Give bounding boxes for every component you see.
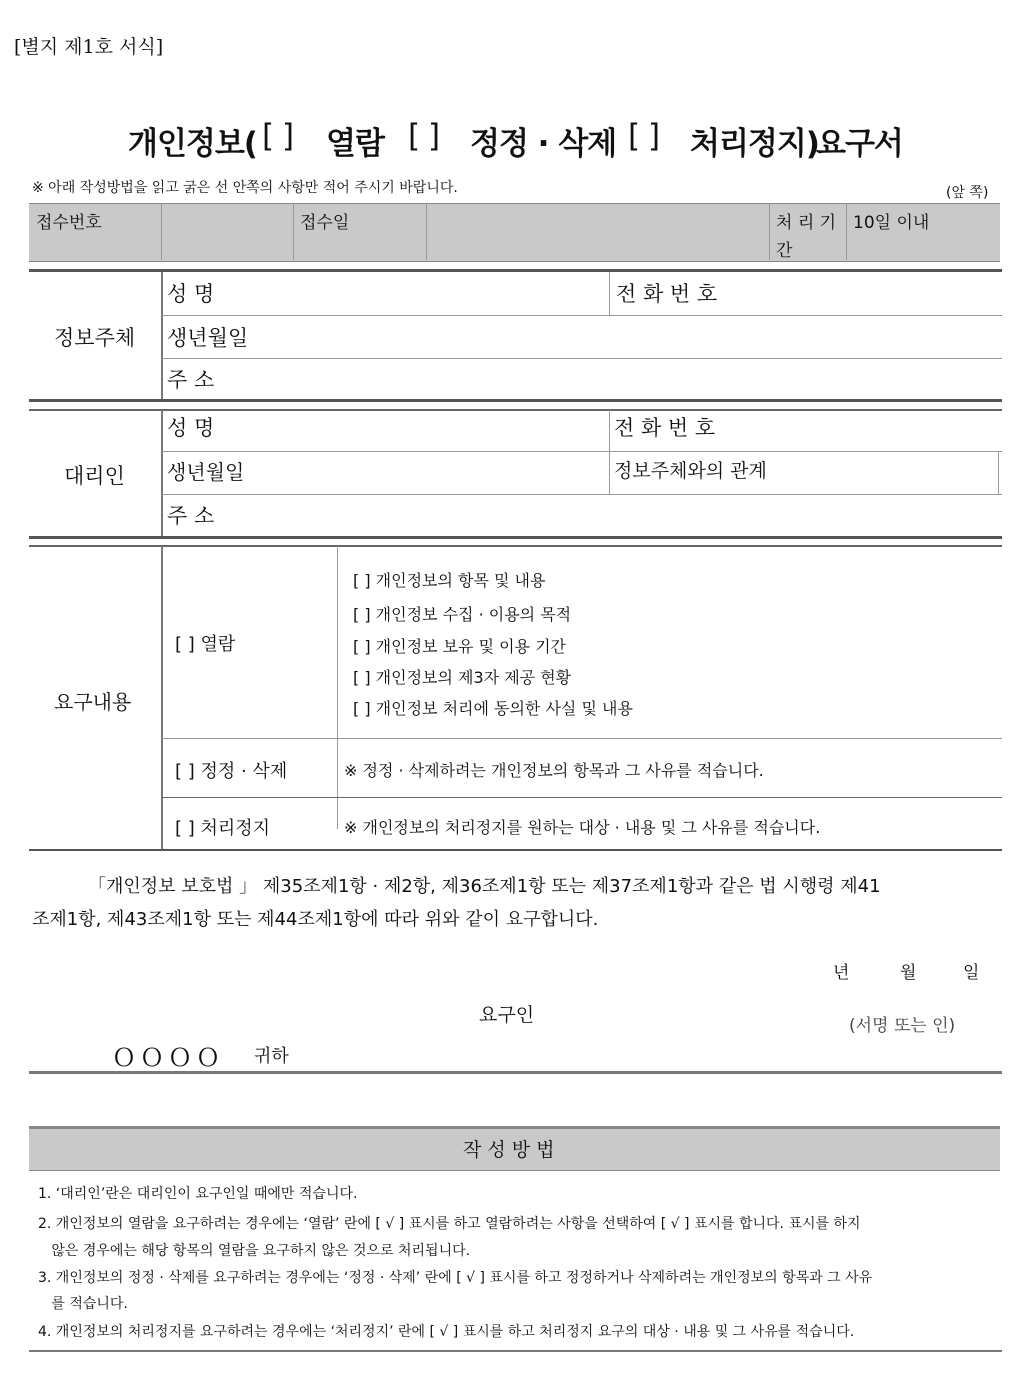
subject-phone-label: 전 화 번 호 [616, 282, 718, 306]
agent-relation-label: 정보주체와의 관계 [614, 460, 767, 482]
guide-item-3: 3. 개인정보의 정정 · 삭제를 요구하려는 경우에는 ‘정정 · 삭제’ 란에 [ √ ] 표시를 하고 정정하거나 삭제하려는 개인정보의 항목과 그 사유 [38, 1270, 873, 1286]
agent-address-label: 주 소 [167, 504, 215, 528]
subject-name-label: 성 명 [167, 282, 215, 306]
date-year: 년 [833, 963, 850, 983]
agent-name-label: 성 명 [167, 416, 215, 440]
view-item-1[interactable]: [ ] 개인정보의 항목 및 내용 [353, 571, 546, 590]
title-correct-checkbox[interactable]: [ ] [408, 118, 440, 154]
guide-item-3-cont: 를 적습니다. [38, 1296, 128, 1312]
title-suspend-label: 처리정지) [690, 126, 819, 162]
agent-section-label: 대리인 [64, 464, 125, 488]
page-side: (앞 쪽) [946, 185, 989, 201]
title-prefix: 개인정보( [128, 126, 257, 162]
processing-period-label: 처 리 기 [776, 213, 837, 233]
title-correct-label: 정정 · 삭제 [470, 126, 617, 162]
request-section-label: 요구내용 [54, 690, 132, 714]
date-day: 일 [963, 963, 980, 983]
view-item-3[interactable]: [ ] 개인정보 보유 및 이용 기간 [353, 637, 567, 656]
statement-line-2: 조제1항, 제43조제1항 또는 제44조제1항에 따라 위와 같이 요구합니다. [32, 909, 599, 930]
requester-label: 요구인 [479, 1004, 535, 1026]
processing-period-value: 10일 이내 [853, 213, 930, 233]
receipt-date-label: 접수일 [300, 213, 350, 233]
addressee-suffix: 귀하 [254, 1046, 289, 1067]
view-checkbox[interactable]: [ ] 열람 [175, 634, 236, 655]
statement-line-1: 「개인정보 보호법 」 제35조제1항 · 제2항, 제36조제1항 또는 제37조제1항과 같은 법 시행령 제41 [88, 876, 881, 897]
subject-birth-label: 생년월일 [167, 326, 249, 350]
title-view-checkbox[interactable]: [ ] [262, 118, 294, 154]
form-label: [별지 제1호 서식] [14, 36, 164, 58]
signature-label: (서명 또는 인) [849, 1016, 956, 1036]
page-title [0, 112, 1022, 162]
guide-item-2: 2. 개인정보의 열람을 요구하려는 경우에는 ‘열람’ 란에 [ √ ] 표시를 하고 열람하려는 사항을 선택하여 [ √ ] 표시를 합니다. 표시를 하지 [38, 1216, 861, 1232]
title-suffix: 요구서 [816, 126, 903, 162]
date-month: 월 [900, 963, 917, 983]
view-item-5[interactable]: [ ] 개인정보 처리에 동의한 사실 및 내용 [353, 699, 633, 718]
instruction-note: ※ 아래 작성방법을 읽고 굵은 선 안쪽의 사항만 적어 주시기 바랍니다. [32, 180, 458, 196]
title-suspend-checkbox[interactable]: [ ] [628, 118, 660, 154]
correct-note: ※ 정정 · 삭제하려는 개인정보의 항목과 그 사유를 적습니다. [344, 761, 764, 780]
receipt-number-label: 접수번호 [36, 213, 102, 233]
addressee: ＯＯＯＯ [112, 1044, 224, 1072]
agent-birth-label: 생년월일 [167, 460, 245, 484]
view-item-2[interactable]: [ ] 개인정보 수집 · 이용의 목적 [353, 605, 572, 624]
correct-checkbox[interactable]: [ ] 정정 · 삭제 [175, 761, 288, 782]
subject-section-label: 정보주체 [54, 326, 136, 350]
guide-item-2-cont: 않은 경우에는 해당 항목의 열람을 요구하지 않은 것으로 처리됩니다. [38, 1243, 471, 1259]
suspend-note: ※ 개인정보의 처리정지를 원하는 대상 · 내용 및 그 사유를 적습니다. [344, 818, 821, 837]
guide-title: 작 성 방 법 [463, 1139, 555, 1161]
processing-period-label-2: 간 [776, 241, 793, 261]
guide-item-4: 4. 개인정보의 처리정지를 요구하려는 경우에는 ‘처리정지’ 란에 [ √ ] 표시를 하고 처리정지 요구의 대상 · 내용 및 그 사유를 적습니다. [38, 1324, 855, 1340]
title-view-label: 열람 [326, 126, 384, 162]
agent-phone-label: 전 화 번 호 [614, 416, 716, 440]
subject-address-label: 주 소 [167, 368, 215, 392]
view-item-4[interactable]: [ ] 개인정보의 제3자 제공 현황 [353, 668, 572, 687]
guide-item-1: 1. ‘대리인’란은 대리인이 요구인일 때에만 적습니다. [38, 1186, 358, 1202]
suspend-checkbox[interactable]: [ ] 처리정지 [175, 818, 271, 839]
